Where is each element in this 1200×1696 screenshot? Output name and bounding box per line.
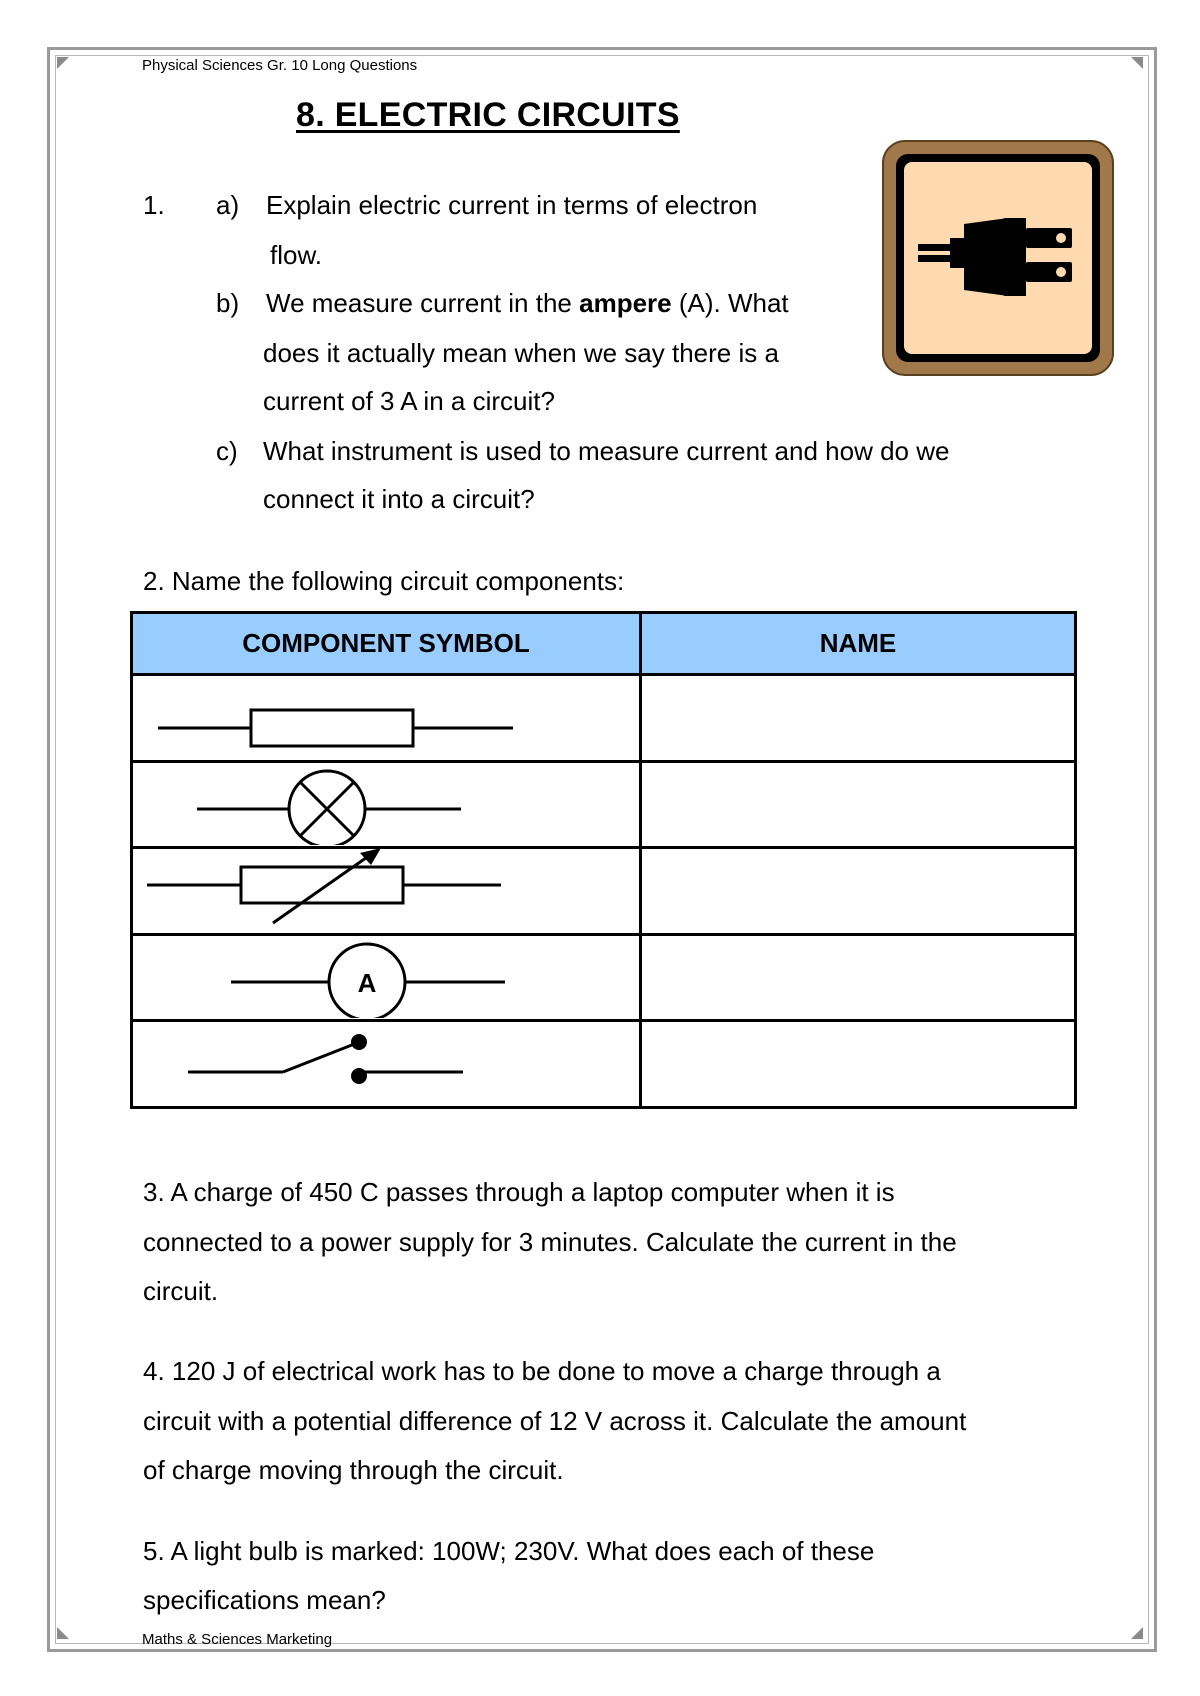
corner-tr-icon bbox=[1131, 57, 1143, 69]
variable-resistor-symbol-icon bbox=[133, 849, 639, 931]
name-answer-cell[interactable] bbox=[641, 675, 1076, 762]
symbol-cell bbox=[132, 848, 641, 935]
page-footer: Maths & Sciences Marketing bbox=[142, 1631, 333, 1648]
q1c-label: c) bbox=[216, 436, 238, 466]
corner-bl-icon bbox=[57, 1627, 69, 1639]
q5-text-line1: 5. A light bulb is marked: 100W; 230V. What does each of these bbox=[143, 1536, 875, 1566]
column-header-symbol: COMPONENT SYMBOL bbox=[132, 613, 641, 675]
symbol-cell bbox=[132, 934, 641, 1021]
name-answer-cell[interactable] bbox=[641, 848, 1076, 935]
q5-text-line2: specifications mean? bbox=[143, 1585, 386, 1615]
corner-br-icon bbox=[1131, 1627, 1143, 1639]
q3-text-line3: circuit. bbox=[143, 1276, 219, 1306]
q1a-text-line1: Explain electric current in terms of electron bbox=[266, 190, 758, 220]
q1b-text-line3: current of 3 A in a circuit? bbox=[263, 386, 555, 416]
table-row bbox=[132, 761, 1076, 848]
q4-text-line1: 4. 120 J of electrical work has to be done to move a charge through a bbox=[143, 1356, 941, 1386]
table-row bbox=[132, 848, 1076, 935]
electric-plug-icon bbox=[880, 138, 1116, 378]
name-answer-cell[interactable] bbox=[641, 761, 1076, 848]
switch-symbol-icon bbox=[133, 1022, 639, 1104]
q1c-text-line2: connect it into a circuit? bbox=[263, 484, 535, 514]
q3-text-line1: 3. A charge of 450 C passes through a laptop computer when it is bbox=[143, 1177, 895, 1207]
symbol-cell bbox=[132, 675, 641, 762]
q4-text-line2: circuit with a potential difference of 12 V across it. Calculate the amount bbox=[143, 1406, 967, 1436]
q4-text-line3: of charge moving through the circuit. bbox=[143, 1455, 564, 1485]
table-row bbox=[132, 934, 1076, 1021]
ampere-term: ampere bbox=[579, 288, 672, 318]
symbol-cell bbox=[132, 1021, 641, 1108]
resistor-symbol-icon bbox=[133, 676, 639, 758]
q1b-text-line2: does it actually mean when we say there is a bbox=[263, 338, 779, 368]
lamp-symbol-icon bbox=[133, 763, 639, 845]
page-title: 8. ELECTRIC CIRCUITS bbox=[296, 96, 680, 134]
q1a-text-line2: flow. bbox=[270, 240, 323, 270]
components-table bbox=[130, 611, 1077, 1109]
q1b-text-line1: We measure current in the ampere (A). What bbox=[266, 288, 789, 318]
q1a-label: a) bbox=[216, 190, 240, 220]
q1b-label: b) bbox=[216, 288, 240, 318]
name-answer-cell[interactable] bbox=[641, 1021, 1076, 1108]
q3-text-line2: connected to a power supply for 3 minutes. Calculate the current in the bbox=[143, 1227, 957, 1257]
table-header-row bbox=[132, 613, 1076, 675]
q2-text: 2. Name the following circuit components: bbox=[143, 566, 625, 596]
table-row bbox=[132, 675, 1076, 762]
ammeter-symbol-icon bbox=[133, 936, 639, 1018]
name-answer-cell[interactable] bbox=[641, 934, 1076, 1021]
ammeter-letter: A bbox=[357, 967, 377, 998]
q1-number: 1. bbox=[143, 190, 165, 220]
column-header-name: NAME bbox=[641, 613, 1076, 675]
corner-tl-icon bbox=[57, 57, 69, 69]
table-row bbox=[132, 1021, 1076, 1108]
q1c-text-line1: What instrument is used to measure current and how do we bbox=[263, 436, 950, 466]
symbol-cell bbox=[132, 761, 641, 848]
page-header: Physical Sciences Gr. 10 Long Questions bbox=[142, 57, 418, 74]
